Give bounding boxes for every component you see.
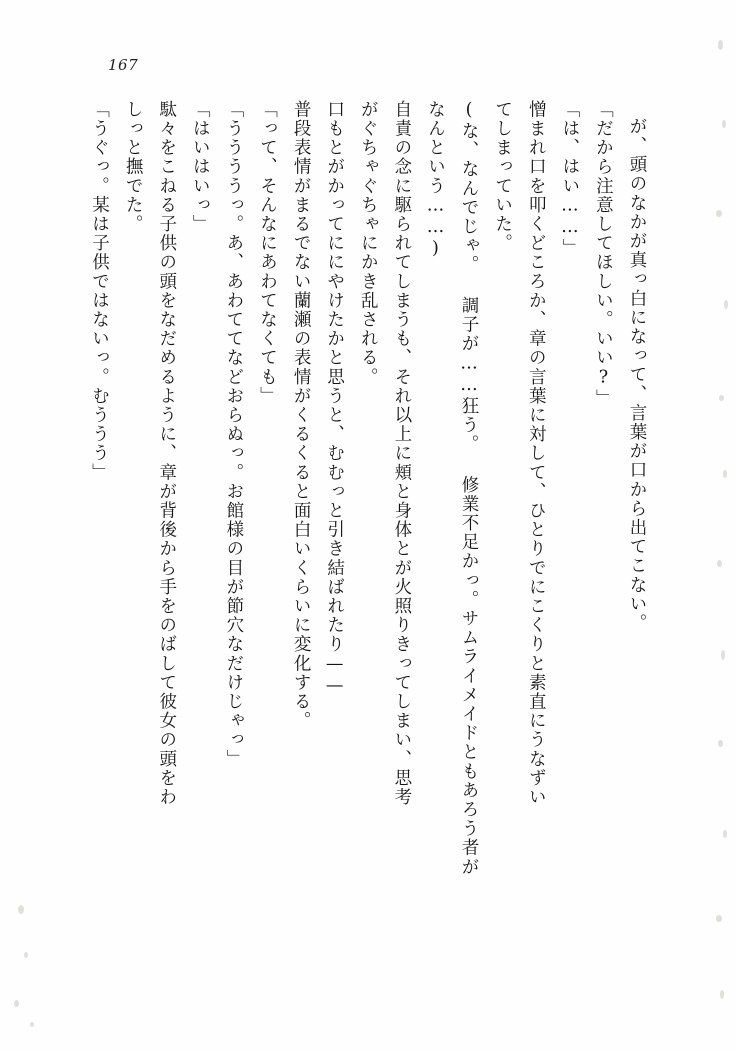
scan-speckle (719, 395, 724, 401)
text-line: がぐちゃぐちゃにかき乱される。 (358, 100, 379, 387)
text-line: 「はいはいっ」 (190, 100, 211, 234)
scan-speckle (721, 650, 725, 660)
text-line: 駄々をこねる子供の頭をなだめるように、章が背後から手をのばして彼女の頭をわ (156, 100, 177, 807)
scan-speckle (30, 1022, 34, 1027)
text-line: 「は、はい……」 (559, 100, 580, 258)
text-line: 「うぐっ。某は子供ではないっ。むううう」 (89, 100, 110, 482)
text-line: 「ううううっ。あ、あわててなどおらぬっ。お館様の目が節穴なだけじゃっ」 (223, 100, 244, 769)
text-line: なんという……) (425, 100, 446, 261)
page-number: 167 (108, 56, 139, 74)
scan-speckle (18, 905, 24, 914)
scan-speckle (14, 1000, 19, 1007)
scan-speckle (716, 915, 722, 922)
text-line: 普段表情がまるでない蘭瀬の表情がくるくると面白いくらいに変化する。 (291, 100, 312, 731)
text-line: 口もとがかってににやけたかと思うと、むむっと引き結ばれたり—— (324, 100, 345, 698)
scan-speckle (24, 952, 28, 958)
scan-speckle (723, 830, 727, 838)
text-line: 「って、そんなにあわてなくても」 (257, 100, 278, 406)
scan-speckle (718, 40, 723, 50)
scan-speckle (718, 740, 723, 747)
body-text-block (82, 100, 653, 980)
scan-speckle (723, 470, 727, 478)
text-line: 自責の念に駆られてしまうも、それ以上に頬と身体とが火照りきってしまい、思考 (391, 100, 412, 807)
scan-speckle (717, 560, 722, 567)
text-line: てしまっていた。 (492, 100, 513, 253)
text-line: が、頭のなかが真っ白になって、言葉が口から出てこない。 (627, 117, 647, 633)
text-line: 憎まれ口を叩くどころか、章の言葉に対して、ひとりでにこくりと素直にうなずい (526, 100, 547, 807)
scan-speckle (724, 300, 728, 309)
text-line: 「だから注意してほしい。いい?」 (593, 100, 614, 409)
scan-speckle (716, 210, 722, 217)
scan-speckle (722, 120, 726, 128)
scan-speckle (720, 990, 724, 999)
text-line: しっと撫でた。 (123, 100, 144, 234)
text-line: (な、なんでじゃ。 調子が……狂う。 修業不足かっ。サムライメイドともあろう者が (459, 100, 480, 877)
